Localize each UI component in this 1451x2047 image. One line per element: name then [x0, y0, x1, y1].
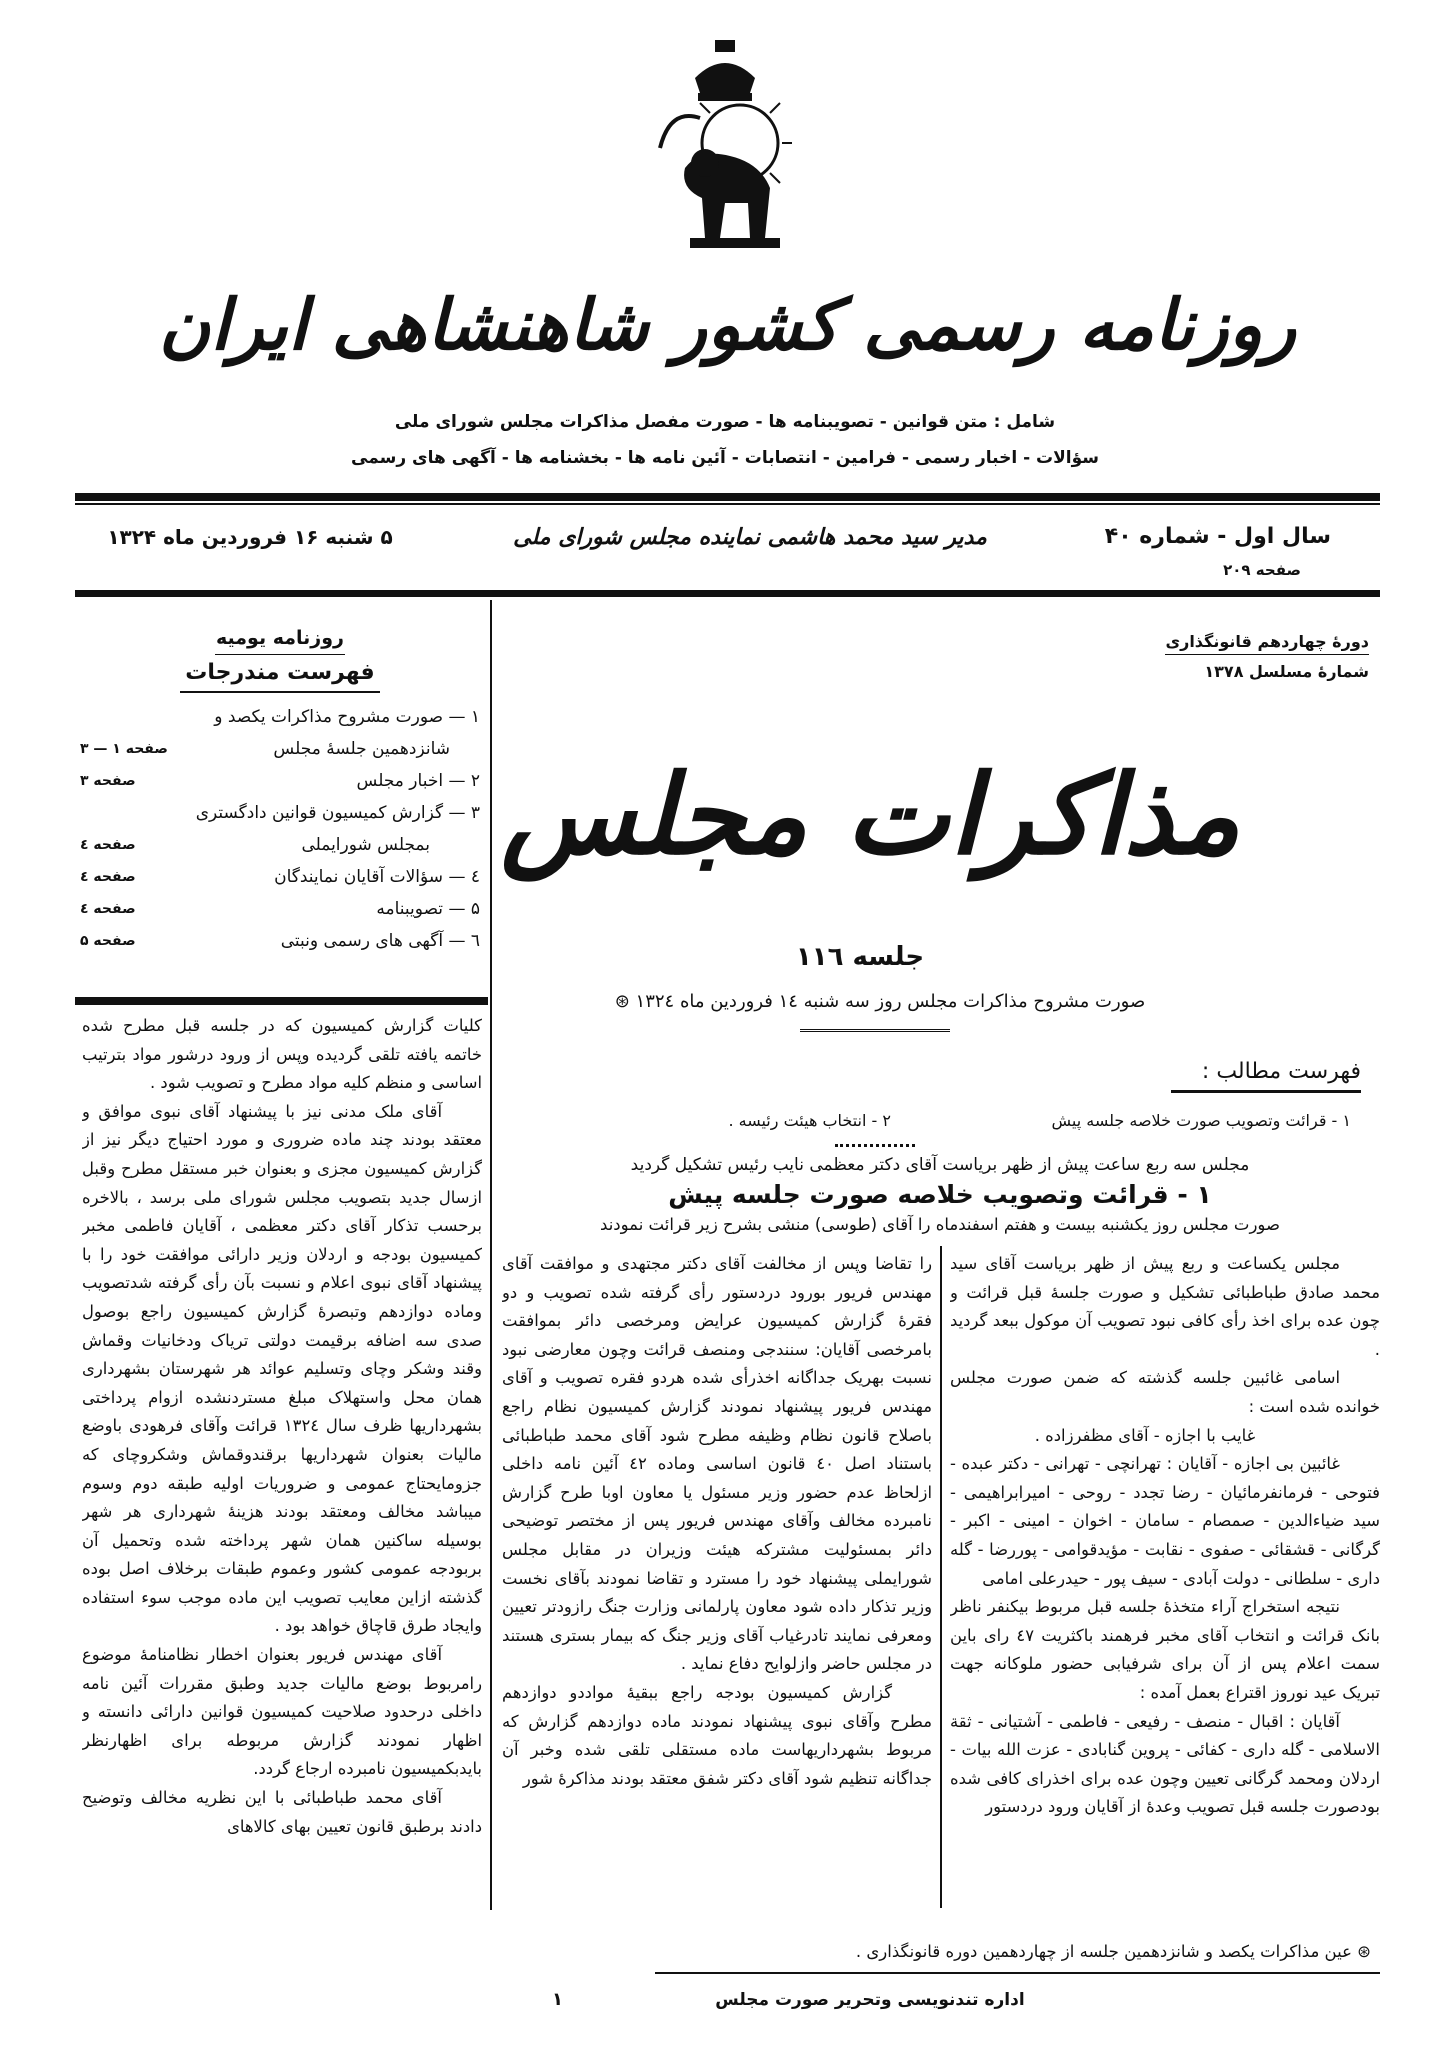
legislative-term: دورهٔ چهاردهم قانونگذاری — [1165, 632, 1369, 655]
footer-office: اداره تندنویسی وتحریر صورت مجلس — [715, 1990, 1025, 2010]
daily-label: روزنامه یومیه — [216, 627, 344, 649]
contents-box — [80, 626, 480, 957]
column-divider-sub — [940, 1246, 942, 1908]
toc-page: صفحه ٤ — [80, 869, 136, 885]
toc-text: ۳ — گزارش کمیسیون قوانین دادگستری — [195, 803, 480, 823]
minutes-intro: صورت مجلس روز یکشنبه بیست و هفتم اسفندماه را آقای (طوسی) منشی بشرح زیر قرائت نمودند — [600, 1215, 1280, 1234]
middle-column-text — [502, 1250, 932, 1908]
paragraph: آقای محمد طباطبائی با این نظریه مخالف وتوضیح دادند برطبق قانون تعیین بهای کالاهای — [82, 1788, 482, 1836]
toc-item[interactable] — [80, 829, 480, 861]
editor: مدیر سید محمد هاشمی نماینده مجلس شورای ملی — [513, 524, 987, 550]
footer-rule — [655, 1972, 1380, 1974]
header-rule-bottom — [75, 590, 1380, 597]
toc-text: ٤ — سؤالات آقایان نمایندگان — [274, 867, 480, 887]
paragraph: اسامی غائبین جلسه گذشته که ضمن صورت مجلس خوانده شده است : — [950, 1368, 1380, 1416]
toc-text: ۵ — تصویبنامه — [376, 899, 480, 919]
header-rule-top — [75, 493, 1380, 501]
toc-text: ٦ — آگهی های رسمی ونبتی — [280, 931, 480, 951]
paragraph: نتیجه استخراج آراء متخذهٔ جلسه قبل مربوط بیکنفر ناظر بانک قرائت و انتخاب آقای مخبر فرهمند باکثریت ٤۷ رای باین سمت اعلام پس از آن برای شرفیابی حضور ملوکانه جهت تبریک عید نوروز اقتراع بعمل آمده : — [950, 1597, 1380, 1702]
toc-item[interactable] — [80, 701, 480, 733]
toc-item[interactable] — [80, 861, 480, 893]
agenda-title: فهرست مطالب : — [1171, 1058, 1361, 1093]
paragraph: را تقاضا وپس از مخالفت آقای دکتر مجتهدی و موافقت آقای مهندس فریور بورود دردستور رأی گرفته شده تصویب و دو فقرهٔ گزارش کمیسیون عرایض ومرخصی دائر بموافقت بامرخصی آقایان: سنندجی ومنصف قرائت وچون معارضی نبود نسبت بهریک جداگانه اخذرأی شده هردو فقره تصویب و آقای مهندس فریور پیشنهاد نمودند گزارش کمیسیون نظام راجع باصلاح قانون نظام وظیفه مطرح شود آقای محمد طباطبائی باستناد اصل ٤۰ قانون اساسی وماده ٤۲ آئین نامه داخلی ازلحاظ عدم حضور وزیر مسئول یا معاون اوبا طرح گزارش نامبرده مخالف وآقای مهندس فریور پس از مختصر توضیحی دائر بمسئولیت مشترکه هیئت وزیران در مقابل مجلس شورایملی پیشنهاد خود را مسترد و تقاضا نمودند بآقای نخست وزیر تذکار داده شود معاون پارلمانی وزارت جنگ رازودتر تعیین ومعرفی نمایند تادرغیاب آقای وزیر جنگ که بیمار بستری هستند در مجلس حاضر وازلوایح دفاع نماید . — [502, 1254, 932, 1674]
column-divider-main — [490, 600, 492, 1910]
toc-text: ۲ — اخبار مجلس — [356, 771, 480, 791]
right-column-text — [950, 1250, 1380, 1908]
masthead-title: روزنامه رسمی کشور شاهنشاهی ایران — [158, 283, 1297, 366]
ornament-divider — [800, 1029, 950, 1032]
paragraph: آقایان : اقبال - منصف - رفیعی - فاطمی - آشتیانی - ثقة الاسلامی - گله داری - کفائی - پروین گنابادی - عزت الله بیات - اردلان ومحمد گرگانی تعیین وچون عده برای اخذرای کافی شده بودصورت جلسه قبل تصویب وعدهٔ از آقایان ورود دردستور — [950, 1711, 1380, 1817]
agenda-item: ۲ - انتخاب هیئت رئیسه . — [728, 1111, 891, 1130]
section-title: مذاکرات مجلس — [500, 750, 1240, 879]
contents-title: فهرست مندرجات — [180, 659, 380, 693]
wavy-divider — [835, 1144, 915, 1147]
toc-item[interactable] — [80, 733, 480, 765]
toc-item[interactable] — [80, 893, 480, 925]
paragraph: غایب با اجازه - آقای مظفرزاده . — [1034, 1425, 1256, 1445]
contents-rule — [75, 997, 488, 1005]
toc-text: بمجلس شورایملی — [301, 835, 430, 855]
toc-text: ۱ — صورت مشروح مذاکرات یکصد و — [214, 707, 480, 727]
toc-item[interactable] — [80, 797, 480, 829]
toc-page: صفحه ۱ — ۳ — [80, 741, 168, 757]
page-label: صفحه ۲۰۹ — [1223, 561, 1301, 579]
masthead-subtitle-1: شامل : متن قوانین - تصویبنامه ها - صورت مفصل مذاکرات مجلس شورای ملی — [394, 412, 1056, 432]
toc-text: شانزدهمین جلسهٔ مجلس — [273, 739, 450, 759]
toc-item[interactable] — [80, 925, 480, 957]
masthead-subtitle-2: سؤالات - اخبار رسمی - فرامین - انتصابات - آئین نامه ها - بخشنامه ها - آگهی های رسمی — [351, 448, 1099, 468]
year-issue: سال اول - شماره ۴۰ — [1104, 524, 1331, 549]
toc-page: صفحه ٤ — [80, 901, 136, 917]
opening-line: مجلس سه ربع ساعت پیش از ظهر بریاست آقای دکتر معظمی نایب رئیس تشکیل گردید — [630, 1155, 1250, 1175]
paragraph: گزارش کمیسیون بودجه راجع ببقیهٔ مواددو دوازدهم مطرح وآقای نبوی پیشنهاد نمودند ماده دوازدهم گزارش که مربوط بشهرداریهاست ماده مستقلی تلقی شده وخبر آن جداگانه تنظیم شود آقای دکتر شفق معتقد بودند مذاکرهٔ شور — [502, 1682, 932, 1788]
toc-page: صفحه ۵ — [80, 933, 136, 949]
issue-date: ۵ شنبه ۱۶ فروردین ماه ۱۳۲۴ — [107, 525, 393, 549]
agenda-item: ۱ - قرائت وتصویب صورت خلاصه جلسه پیش — [1051, 1111, 1351, 1130]
session-description: صورت مشروح مذاکرات مجلس روز سه شنبه ۱٤ فروردین ماه ۱۳۲٤ ⊛ — [614, 991, 1146, 1012]
session-number: جلسه ۱۱٦ — [795, 942, 925, 972]
paragraph: کلیات گزارش کمیسیون که در جلسه قبل مطرح شده خاتمه یافته تلقی گردیده وپس از ورود درشور مواد بترتیب اساسی و منظم کلیه مواد مطرح و تصویب شود . — [82, 1016, 482, 1093]
paragraph: مجلس یکساعت و ربع پیش از ظهر بریاست آقای سید محمد صادق طباطبائی تشکیل و صورت جلسهٔ قبل قرائت و چون عده برای اخذ رأی کافی نبود تصویب آن موکول ببعد گردید . — [950, 1254, 1380, 1359]
left-column-text — [82, 1012, 482, 1927]
section-heading: ۱ - قرائت وتصویب خلاصه صورت جلسه پیش — [668, 1180, 1212, 1209]
page-number: ۱ — [552, 1989, 563, 2010]
header-rule-top-thin — [75, 503, 1380, 505]
paragraph: آقای ملک مدنی نیز با پیشنهاد آقای نبوی موافق و معتقد بودند چند ماده ضروری و مورد احتیاج دیگر نیز از گزارش کمیسیون مجزی و بعنوان خبر مستقل مطرح وقبل ازسال جدید بتصویب مجلس شورای ملی برسد ، بالاخره برحسب تذکار آقای دکتر معظمی ، آقایان فاطمی مخبر کمیسیون بودجه و اردلان وزیر دارائی موافقت خود را با پیشنهاد آقای نبوی اعلام و نسبت بآن رأی گرفته شدتصویب وماده دوازدهم وتبصرهٔ گزارش کمیسیون راجع بوصول صدی سه اضافه برقیمت دولتی تریاک ودخانیات وقماش وقند وشکر وچای وتسلیم عوائد هر شهرستان بشهرداری همان محل واستهلاک مبلغ مستردنشده ازوام پرداختی بشهرداریها ظرف سال ۱۳۲٤ قرائت وآقای فرهودی باوضع مالیات بعنوان شهرداریها برقندوقماش وشکروچای که جزومایحتاج عمومی و ضروریات اولیه طبقه دوم وسوم میباشد مخالف ومعتقد بودند هزینهٔ شهرداری هر شهر بوسیله ساکنین همان شهر پرداخته شده وتحمیل آن بربودجه عمومی کشور وعموم طبقات برخلاف اصل بوده گذشته ازاین معایب تصویب این ماده موجب سوء استفاده وایجاد طرق قاچاق خواهد بود . — [82, 1101, 482, 1636]
toc-page: صفحه ٤ — [80, 837, 136, 853]
toc-page: صفحه ۳ — [80, 773, 136, 789]
toc-item[interactable] — [80, 765, 480, 797]
serial-number: شمارهٔ مسلسل ۱۳۷۸ — [1204, 662, 1369, 681]
ornament — [215, 654, 345, 655]
lion-and-sun-emblem — [630, 38, 820, 268]
footnote: ⊛ عین مذاکرات یکصد و شانزدهمین جلسه از چهاردهمین دوره قانونگذاری . — [855, 1942, 1371, 1961]
paragraph: آقای مهندس فریور بعنوان اخطار نظامنامهٔ موضوع رامربوط بوضع مالیات جدید وطبق مقررات آئین نامه داخلی درحدود صلاحیت کمیسیون قوانین دارائی دانسته و اظهار نمودند گزارش مربوطه برای اظهارنظر بایدبکمیسیون نامبرده ارجاع گردد. — [82, 1645, 482, 1779]
paragraph: غائبین بی اجازه - آقایان : تهرانچی - تهرانی - دکتر عبده - فتوحی - فرمانفرمائیان - رضا تجدد - روحی - امیرابراهیمی - سید ضیاءالدین - صمصام - سامان - اخوان - امینی - اکبر - گرگانی - قشقائی - صفوی - نقابت - مؤیدقوامی - پوررضا - گله داری - سلطانی - دولت آبادی - سیف پور - حیدرعلی امامی — [950, 1454, 1380, 1588]
